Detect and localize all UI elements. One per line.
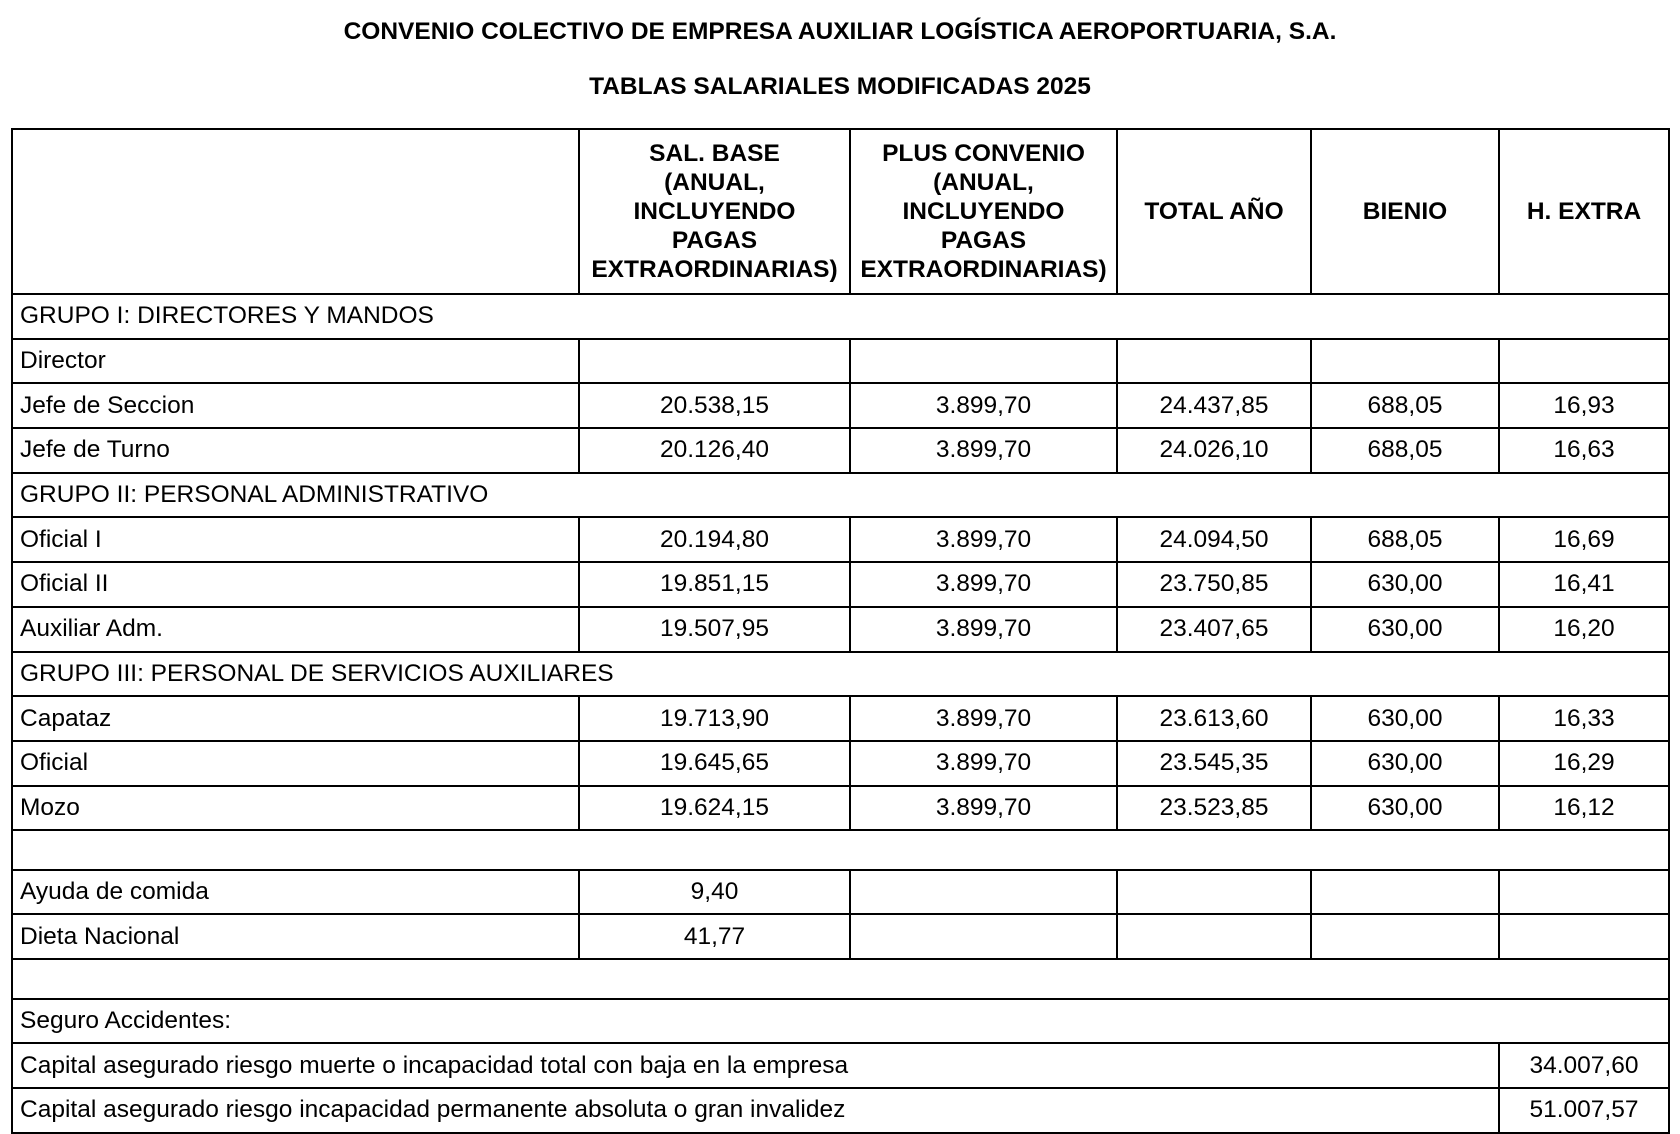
category-cell: Ayuda de comida bbox=[12, 870, 579, 915]
category-cell: Oficial II bbox=[12, 562, 579, 607]
bienio-cell: 630,00 bbox=[1311, 741, 1499, 786]
category-cell: Director bbox=[12, 339, 579, 384]
insurance-row bbox=[12, 1043, 1669, 1088]
group-header-row bbox=[12, 473, 1669, 518]
category-cell: Dieta Nacional bbox=[12, 914, 579, 959]
insurance-value-cell: 51.007,57 bbox=[1499, 1088, 1669, 1133]
h-extra-cell: 16,12 bbox=[1499, 786, 1669, 831]
h-extra-cell bbox=[1499, 339, 1669, 384]
spacer-row bbox=[12, 959, 1669, 999]
table-body bbox=[12, 294, 1669, 1133]
bienio-cell: 688,05 bbox=[1311, 517, 1499, 562]
h-extra-cell: 16,63 bbox=[1499, 428, 1669, 473]
h-extra-cell: 16,33 bbox=[1499, 696, 1669, 741]
bienio-cell: 630,00 bbox=[1311, 786, 1499, 831]
h-extra-cell: 16,69 bbox=[1499, 517, 1669, 562]
salary-row bbox=[12, 562, 1669, 607]
salary-row bbox=[12, 607, 1669, 652]
salary-row bbox=[12, 696, 1669, 741]
plus-convenio-cell: 3.899,70 bbox=[850, 741, 1117, 786]
spacer-row bbox=[12, 830, 1669, 870]
total-ano-cell: 23.613,60 bbox=[1117, 696, 1311, 741]
plus-convenio-cell bbox=[850, 914, 1117, 959]
total-ano-cell bbox=[1117, 339, 1311, 384]
h-extra-cell: 16,93 bbox=[1499, 383, 1669, 428]
header-row bbox=[12, 129, 1669, 294]
total-ano-cell: 23.407,65 bbox=[1117, 607, 1311, 652]
total-ano-cell: 24.094,50 bbox=[1117, 517, 1311, 562]
bienio-cell: 630,00 bbox=[1311, 696, 1499, 741]
plus-convenio-cell bbox=[850, 870, 1117, 915]
group-title: GRUPO III: PERSONAL DE SERVICIOS AUXILIARES bbox=[12, 652, 1669, 697]
h-extra-cell bbox=[1499, 870, 1669, 915]
spacer-cell bbox=[12, 959, 1669, 999]
insurance-label-cell: Capital asegurado riesgo muerte o incapacidad total con baja en la empresa bbox=[12, 1043, 1499, 1088]
category-cell: Mozo bbox=[12, 786, 579, 831]
spacer-cell bbox=[12, 830, 1669, 870]
sal-base-cell: 19.507,95 bbox=[579, 607, 850, 652]
salary-row bbox=[12, 517, 1669, 562]
sal-base-cell: 19.624,15 bbox=[579, 786, 850, 831]
column-header-bienio: BIENIO bbox=[1311, 129, 1499, 294]
salary-row bbox=[12, 741, 1669, 786]
column-header-plus-convenio: PLUS CONVENIO (ANUAL, INCLUYENDO PAGAS EXTRAORDINARIAS) bbox=[850, 129, 1117, 294]
sal-base-cell: 9,40 bbox=[579, 870, 850, 915]
document-subtitle: TABLAS SALARIALES MODIFICADAS 2025 bbox=[589, 73, 1091, 100]
table-header bbox=[12, 129, 1669, 294]
insurance-header-row bbox=[12, 999, 1669, 1044]
total-ano-cell: 23.750,85 bbox=[1117, 562, 1311, 607]
sal-base-cell bbox=[579, 339, 850, 384]
bienio-cell bbox=[1311, 870, 1499, 915]
category-cell: Oficial bbox=[12, 741, 579, 786]
category-cell: Jefe de Turno bbox=[12, 428, 579, 473]
group-header-row bbox=[12, 294, 1669, 339]
column-header-sal-base: SAL. BASE (ANUAL, INCLUYENDO PAGAS EXTRAORDINARIAS) bbox=[579, 129, 850, 294]
category-cell: Jefe de Seccion bbox=[12, 383, 579, 428]
document-title: CONVENIO COLECTIVO DE EMPRESA AUXILIAR LOGÍSTICA AEROPORTUARIA, S.A. bbox=[343, 18, 1337, 45]
group-title: GRUPO I: DIRECTORES Y MANDOS bbox=[12, 294, 1669, 339]
plus-convenio-cell: 3.899,70 bbox=[850, 562, 1117, 607]
salary-table bbox=[11, 128, 1670, 1134]
total-ano-cell: 24.026,10 bbox=[1117, 428, 1311, 473]
h-extra-cell bbox=[1499, 914, 1669, 959]
category-cell: Auxiliar Adm. bbox=[12, 607, 579, 652]
group-title: GRUPO II: PERSONAL ADMINISTRATIVO bbox=[12, 473, 1669, 518]
plus-convenio-cell: 3.899,70 bbox=[850, 428, 1117, 473]
insurance-title: Seguro Accidentes: bbox=[12, 999, 1669, 1044]
plus-convenio-cell: 3.899,70 bbox=[850, 517, 1117, 562]
plus-convenio-cell: 3.899,70 bbox=[850, 383, 1117, 428]
total-ano-cell: 23.523,85 bbox=[1117, 786, 1311, 831]
h-extra-cell: 16,29 bbox=[1499, 741, 1669, 786]
allowance-row bbox=[12, 914, 1669, 959]
sal-base-cell: 19.645,65 bbox=[579, 741, 850, 786]
insurance-label-cell: Capital asegurado riesgo incapacidad permanente absoluta o gran invalidez bbox=[12, 1088, 1499, 1133]
total-ano-cell bbox=[1117, 870, 1311, 915]
column-header-h-extra: H. EXTRA bbox=[1499, 129, 1669, 294]
category-cell: Capataz bbox=[12, 696, 579, 741]
salary-row bbox=[12, 383, 1669, 428]
sal-base-cell: 19.851,15 bbox=[579, 562, 850, 607]
plus-convenio-cell bbox=[850, 339, 1117, 384]
insurance-value-cell: 34.007,60 bbox=[1499, 1043, 1669, 1088]
category-cell: Oficial I bbox=[12, 517, 579, 562]
bienio-cell: 688,05 bbox=[1311, 383, 1499, 428]
allowance-row bbox=[12, 870, 1669, 915]
sal-base-cell: 19.713,90 bbox=[579, 696, 850, 741]
total-ano-cell: 23.545,35 bbox=[1117, 741, 1311, 786]
salary-row bbox=[12, 339, 1669, 384]
plus-convenio-cell: 3.899,70 bbox=[850, 607, 1117, 652]
sal-base-cell: 41,77 bbox=[579, 914, 850, 959]
bienio-cell: 688,05 bbox=[1311, 428, 1499, 473]
column-header-total-ano: TOTAL AÑO bbox=[1117, 129, 1311, 294]
plus-convenio-cell: 3.899,70 bbox=[850, 696, 1117, 741]
sal-base-cell: 20.126,40 bbox=[579, 428, 850, 473]
h-extra-cell: 16,20 bbox=[1499, 607, 1669, 652]
sal-base-cell: 20.194,80 bbox=[579, 517, 850, 562]
insurance-row bbox=[12, 1088, 1669, 1133]
sal-base-cell: 20.538,15 bbox=[579, 383, 850, 428]
bienio-cell bbox=[1311, 339, 1499, 384]
total-ano-cell: 24.437,85 bbox=[1117, 383, 1311, 428]
salary-row bbox=[12, 786, 1669, 831]
salary-row bbox=[12, 428, 1669, 473]
total-ano-cell bbox=[1117, 914, 1311, 959]
bienio-cell: 630,00 bbox=[1311, 607, 1499, 652]
plus-convenio-cell: 3.899,70 bbox=[850, 786, 1117, 831]
h-extra-cell: 16,41 bbox=[1499, 562, 1669, 607]
column-header-category bbox=[12, 129, 579, 294]
bienio-cell: 630,00 bbox=[1311, 562, 1499, 607]
bienio-cell bbox=[1311, 914, 1499, 959]
group-header-row bbox=[12, 652, 1669, 697]
